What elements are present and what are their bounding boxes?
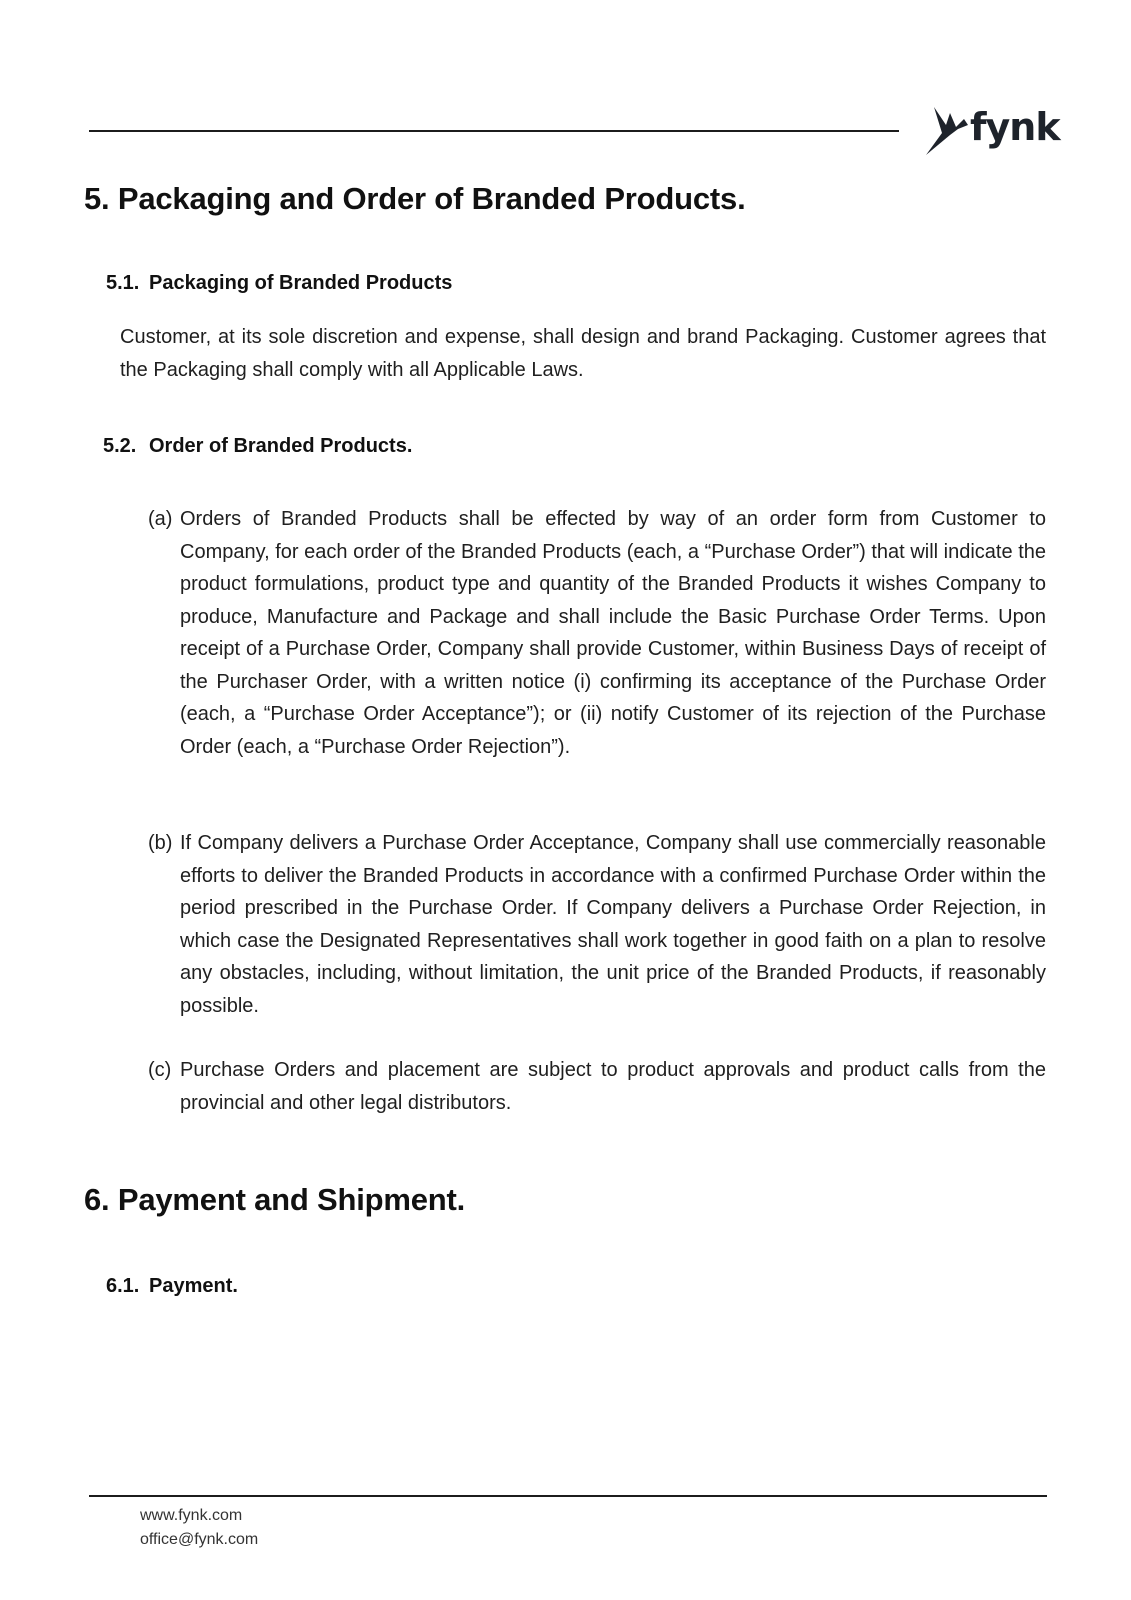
header-rule — [89, 130, 899, 132]
list-label: (b) — [148, 832, 173, 854]
list-item-a — [148, 503, 1046, 763]
list-label: (a) — [148, 508, 173, 530]
list-text: If Company delivers a Purchase Order Acceptance, Company shall use commercially reasonable efforts to deliver the Branded Products in accordance with a confirmed Purchase Order within the period prescribed in the Purchase Order. If Company delivers a Purchase Order Rejection, in which case the Designated Representatives shall work together in good faith on a plan to resolve any obstacles, including, without limitation, the unit price of the Branded Products, if reasonably possible. — [180, 832, 1046, 1017]
footer-email-link[interactable]: office@fynk.com — [140, 1531, 259, 1548]
list-text: Purchase Orders and placement are subject to product approvals and product calls from the provincial and other legal distributors. — [180, 1059, 1046, 1114]
section-number: 5.1. — [106, 272, 140, 294]
logo-text: fynk — [970, 105, 1060, 149]
section-5-1-title: Packaging of Branded Products — [149, 272, 453, 294]
list-item-b — [148, 827, 1046, 1022]
section-6-1-heading — [106, 1275, 238, 1298]
section-5-2-title: Order of Branded Products. — [149, 435, 413, 457]
list-label: (c) — [148, 1059, 172, 1081]
list-text: Orders of Branded Products shall be effected by way of an order form from Customer to Company, for each order of the Branded Products (each, a “Purchase Order”) that will indicate the product formulations, product type and quantity of the Branded Products it wishes Company to produce, Manufacture and Package and shall include the Basic Purchase Order Terms. Upon receipt of a Purchase Order, Company shall provide Customer, within Business Days of receipt of the Purchaser Order, with a written notice (i) confirming its acceptance of the Purchase Order (each, a “Purchase Order Acceptance”); or (ii) notify Customer of its rejection of the Purchase Order (each, a “Purchase Order Rejection”). — [180, 508, 1046, 758]
list-item-c — [148, 1054, 1046, 1119]
bird-logo-icon — [920, 103, 976, 159]
section-5-1-body: Customer, at its sole discretion and expense, shall design and brand Packaging. Customer agrees that the Packaging shall comply with all Applicable Laws. — [120, 326, 1046, 381]
footer-website-link[interactable]: www.fynk.com — [140, 1507, 243, 1524]
section-5-1-heading — [106, 272, 452, 295]
footer-rule — [89, 1495, 1047, 1497]
section-number: 6.1. — [106, 1275, 140, 1297]
section-6-1-title: Payment. — [149, 1275, 238, 1297]
fynk-logo — [920, 103, 1060, 159]
section-5-2-heading — [103, 435, 412, 458]
section-number: 5.2. — [103, 435, 137, 457]
section-6-title: 6. Payment and Shipment. — [84, 1182, 466, 1217]
section-5-title: 5. Packaging and Order of Branded Products. — [84, 181, 746, 216]
